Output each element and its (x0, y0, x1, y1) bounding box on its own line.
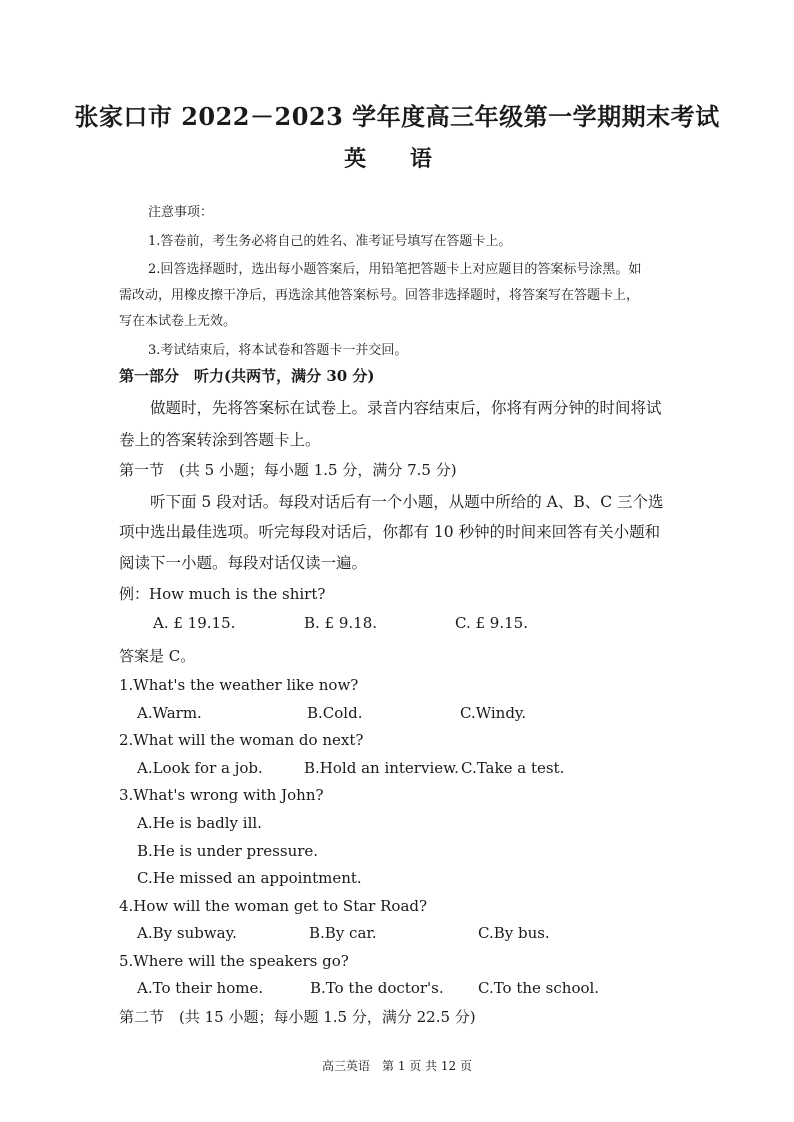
section1-heading: 第一节 (共 5 小题；每小题 1.5 分，满分 7.5 分) (119, 461, 457, 479)
question-3-option-c: C.He missed an appointment. (137, 869, 362, 887)
question-3: 3.What's wrong with John? (119, 786, 324, 804)
example-option-c: C. £ 9.15. (455, 614, 528, 632)
question-4: 4.How will the woman get to Star Road? (119, 897, 428, 915)
question-1-option-b: B.Cold. (307, 704, 363, 722)
exam-title: 张家口市 2022－2023 学年度高三年级第一学期期末考试 (74, 102, 720, 131)
page-footer: 高三英语 第 1 页 共 12 页 (322, 1059, 472, 1073)
notice-heading: 注意事项： (148, 205, 214, 220)
notice-item-2-line-3: 写在本试卷上无效。 (119, 314, 237, 329)
notice-item-3: 3.考试结束后，将本试卷和答题卡一并交回。 (148, 343, 408, 358)
question-2-option-c: C.Take a test. (461, 759, 565, 777)
subject-title (0, 142, 794, 173)
question-4-option-c: C.By bus. (478, 924, 550, 942)
example-option-a: A. £ 19.15. (153, 614, 236, 632)
part1-heading: 第一部分 听力(共两节，满分 30 分) (119, 367, 375, 385)
question-4-option-a: A.By subway. (137, 924, 237, 942)
question-1: 1.What's the weather like now? (119, 676, 359, 694)
question-2-option-a: A.Look for a job. (137, 759, 263, 777)
section2-heading: 第二节 (共 15 小题；每小题 1.5 分，满分 22.5 分) (119, 1008, 476, 1026)
question-2: 2.What will the woman do next? (119, 731, 364, 749)
example-question: 例：How much is the shirt? (119, 585, 326, 603)
question-1-option-a: A.Warm. (137, 704, 202, 722)
notice-item-1: 1.答卷前，考生务必将自己的姓名、准考证号填写在答题卡上。 (148, 234, 512, 249)
question-5-option-b: B.To the doctor's. (310, 979, 444, 997)
notice-item-2-line-2: 需改动，用橡皮擦干净后，再选涂其他答案标号。回答非选择题时，将答案写在答题卡上， (119, 288, 640, 303)
section1-intro-line-1: 听下面 5 段对话。每段对话后有一个小题，从题中所给的 A、B、C 三个选 (150, 493, 664, 511)
question-5: 5.Where will the speakers go? (119, 952, 349, 970)
example-answer: 答案是 C。 (119, 647, 196, 665)
subject-label: 英 语 (344, 146, 450, 172)
question-3-option-b: B.He is under pressure. (137, 842, 319, 860)
question-4-option-b: B.By car. (309, 924, 377, 942)
section1-intro-line-3: 阅读下一小题。每段对话仅读一遍。 (119, 554, 368, 572)
question-3-option-a: A.He is badly ill. (137, 814, 262, 832)
question-5-option-c: C.To the school. (478, 979, 600, 997)
question-1-option-c: C.Windy. (460, 704, 527, 722)
part1-intro-line-2: 卷上的答案转涂到答题卡上。 (119, 431, 321, 449)
example-option-b: B. £ 9.18. (304, 614, 378, 632)
part1-intro-line-1: 做题时，先将答案标在试卷上。录音内容结束后，你将有两分钟的时间将试 (150, 399, 662, 417)
notice-item-2-line-1: 2.回答选择题时，选出每小题答案后，用铅笔把答题卡上对应题目的答案标号涂黑。如 (148, 262, 642, 277)
question-5-option-a: A.To their home. (137, 979, 264, 997)
section1-intro-line-2: 项中选出最佳选项。听完每段对话后，你都有 10 秒钟的时间来回答有关小题和 (119, 523, 661, 541)
question-2-option-b: B.Hold an interview. (304, 759, 459, 777)
